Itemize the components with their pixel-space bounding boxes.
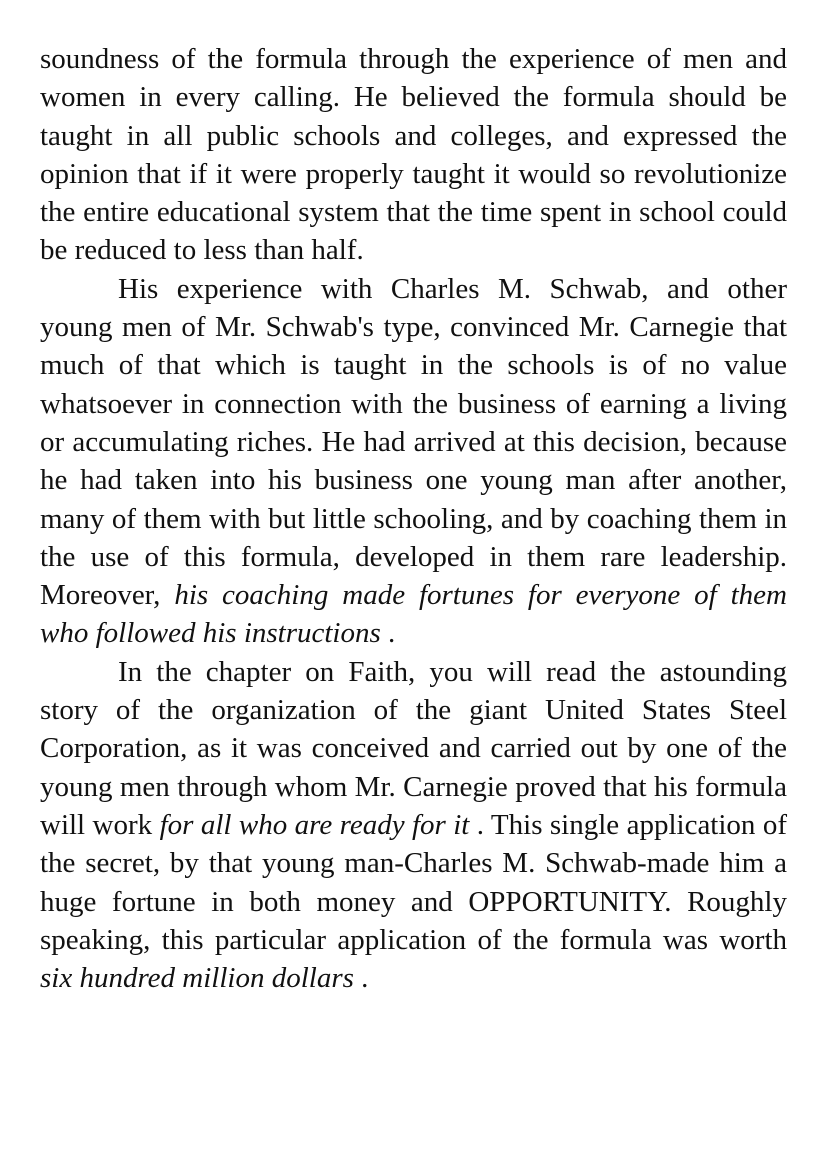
- italic-run: six hundred million dollars: [40, 962, 354, 995]
- text-run: .: [353, 962, 369, 995]
- paragraph-3: [40, 653, 787, 998]
- text-run: . This single application of the secret, by that young man-Charles M. Schwab-made him a huge fortune in both money and OPPORTUNITY. Roughly speaking, this particular application of the formula was worth: [40, 808, 787, 956]
- paragraph-1: [40, 40, 787, 270]
- text-run: soundness of the formula through the experience of men and women in every calling. He believed the formula should be taught in all public schools and colleges, and expressed the opinion that if it were properly taught it would so revolutionize the entire educational system that the time spent in school could be reduced to less than half.: [40, 43, 787, 267]
- italic-run: for all who are ready for it: [159, 808, 470, 841]
- paragraph-2: [40, 270, 787, 653]
- text-run: His experience with Charles M. Schwab, and other young men of Mr. Schwab's type, convinced Mr. Carnegie that much of that which is taught in the schools is of no value whatsoever in connection with the business of earning a living or accumulating riches. He had arrived at this decision, because he had taken into his business one young man after another, many of them with but little schooling, and by coaching them in the use of this formula, developed in them rare leadership. Moreover,: [40, 272, 787, 612]
- italic-run: his coaching made fortunes for everyone of them who followed his instructions: [40, 579, 787, 650]
- text-run: In the chapter on Faith, you will read the astounding story of the organization of the giant United States Steel Corporation, as it was conceived and carried out by one of the young men through whom Mr. Carnegie proved that his formula will work: [40, 655, 787, 841]
- text-run: .: [380, 617, 396, 650]
- page-body: [40, 40, 787, 997]
